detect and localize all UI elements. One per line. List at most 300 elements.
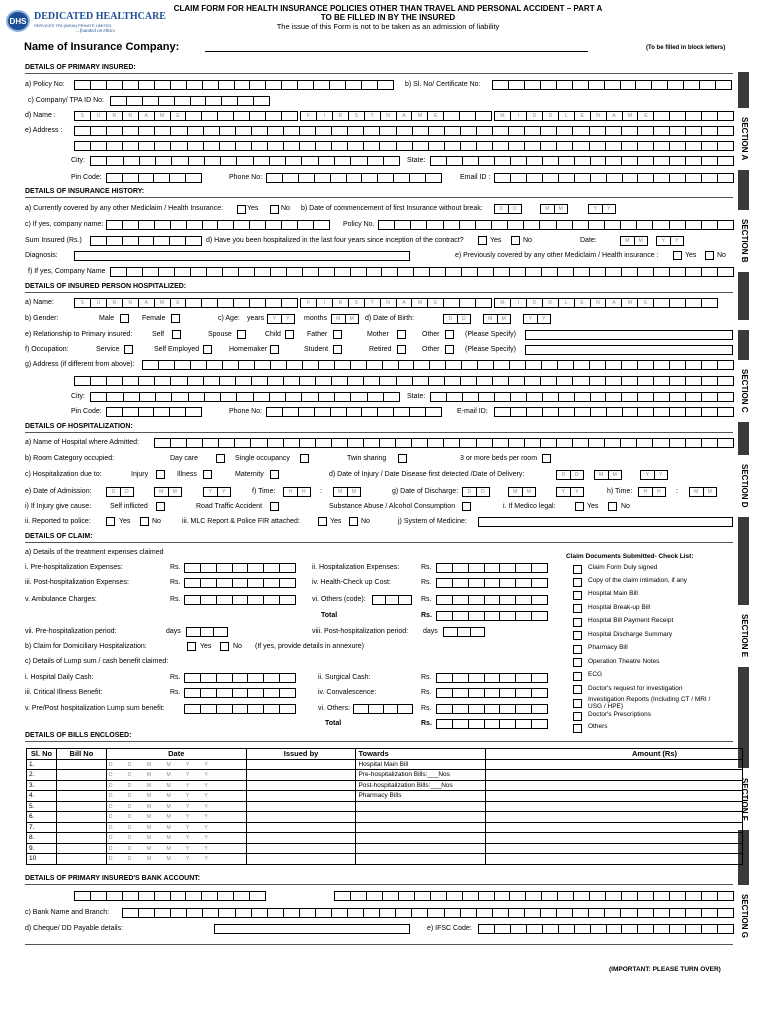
medico-no-label: No [621, 503, 630, 510]
issued-by-cell[interactable] [246, 822, 356, 833]
section-a-title: DETAILS OF PRIMARY INSURED: [25, 64, 136, 71]
patient-phone-input[interactable] [266, 407, 442, 417]
date-cell[interactable]: D D M M Y Y [106, 833, 246, 844]
discharge-dd[interactable]: D D [462, 487, 490, 497]
checklist-item: ECG [588, 671, 603, 678]
company-name-label: c) If yes, company name: [25, 221, 104, 228]
towards-cell [356, 801, 486, 812]
bill-no-cell[interactable] [56, 801, 106, 812]
health-check-amount[interactable] [436, 578, 548, 588]
others-lump-amount[interactable] [436, 704, 548, 714]
domiciliary-yes-checkbox[interactable] [187, 642, 196, 651]
section-label-f: SECTION F [735, 768, 753, 830]
middle-name-input[interactable]: M I D D L E N A M E [494, 111, 734, 121]
patient-surname-input[interactable]: S U R N A M E [74, 298, 298, 308]
room-3beds-label: 3 or more beds per room [460, 455, 538, 462]
admission-yy[interactable]: Y Y [203, 487, 231, 497]
hospital-name-input[interactable] [154, 438, 734, 448]
checklist-checkbox[interactable] [573, 658, 582, 667]
total-amount[interactable] [436, 611, 548, 621]
logo-tagline: ...founded on ethics [76, 29, 116, 34]
pre-hosp-label: i. Pre-hospitalization Expenses: [25, 564, 123, 571]
rs-label: Rs. [170, 689, 181, 696]
sl-no-cell: 6. [27, 812, 57, 823]
male-label: Male [99, 315, 115, 322]
checklist-checkbox[interactable] [573, 712, 582, 721]
patient-name-label: a) Name: [25, 299, 54, 306]
issued-by-cell[interactable] [246, 854, 356, 865]
table-row [27, 822, 743, 833]
amount-cell[interactable] [486, 812, 743, 823]
surname-input[interactable]: S U R N A M E [74, 111, 298, 121]
bill-no-cell[interactable] [56, 759, 106, 770]
date-cell[interactable]: D D M M Y Y [106, 780, 246, 791]
rel-specify-input[interactable] [525, 330, 733, 340]
patient-state-label: State: [407, 393, 426, 400]
email-label: Email ID : [460, 174, 491, 181]
logo-badge: DHS [6, 10, 30, 32]
checklist-checkbox[interactable] [573, 578, 582, 587]
room-twin-checkbox[interactable] [398, 454, 407, 463]
issued-by-cell[interactable] [246, 833, 356, 844]
logo-subtitle: SERVICES TPA (INDIA) PRIVATE LIMITED [34, 23, 112, 28]
date-cell[interactable]: D D M M Y Y [106, 801, 246, 812]
checklist-checkbox[interactable] [573, 699, 582, 708]
pin-input[interactable] [106, 173, 202, 183]
discharge-hh[interactable]: H H [638, 487, 666, 497]
issued-by-cell[interactable] [246, 812, 356, 823]
cause-substance-label: Substance Abuse / Alcohol Consumption [329, 503, 456, 510]
admission-hh[interactable]: H H [283, 487, 311, 497]
occ-student-checkbox[interactable] [333, 345, 342, 354]
gender-label: b) Gender: [25, 315, 59, 322]
due-illness-label: Illness [177, 471, 197, 478]
divider [25, 884, 733, 885]
address-label: e) Address : [25, 127, 63, 134]
name-label: d) Name : [25, 112, 56, 119]
male-checkbox[interactable] [120, 314, 129, 323]
table-row [27, 759, 743, 770]
section-label-g: SECTION G [735, 885, 753, 947]
convalescence-label: iv. Convalescence: [318, 689, 377, 696]
sl-no-cell: 4. [27, 791, 57, 802]
rs-label: Rs. [421, 720, 432, 727]
amount-cell[interactable] [486, 822, 743, 833]
checklist-item: Doctor's Prescriptions [588, 711, 652, 718]
years-label: years [247, 315, 265, 322]
checklist-checkbox[interactable] [573, 631, 582, 640]
hospitalized-mm[interactable]: M M [620, 236, 648, 246]
cause-road-label: Road Traffic Accident [196, 503, 263, 510]
due-injury-checkbox[interactable] [156, 470, 165, 479]
checklist-item: Operation Theatre Notes [588, 658, 660, 665]
age-label: c) Age: [218, 315, 240, 322]
if-yes-company-input[interactable] [110, 267, 734, 277]
policy-number-input[interactable] [378, 220, 734, 230]
form-title: CLAIM FORM FOR HEALTH INSURANCE POLICIES OTHER THAN TRAVEL AND PERSONAL ACCIDENT – PART A TO BE FILLED IN BY THE INSURED [173, 4, 603, 22]
commencement-label: b) Date of commencement of first Insurance without break: [301, 205, 483, 212]
age-months-input[interactable]: M M [331, 314, 359, 324]
checklist-checkbox[interactable] [573, 618, 582, 627]
lump-total-amount[interactable] [436, 719, 548, 729]
hosp-amount[interactable] [436, 563, 548, 573]
rs-label: Rs. [421, 705, 432, 712]
issued-by-cell[interactable] [246, 780, 356, 791]
patient-address-line-1[interactable] [142, 360, 734, 370]
admission-dd[interactable]: D D [106, 487, 134, 497]
date-injury-dd[interactable]: D D [556, 470, 584, 480]
occ-homemaker-checkbox[interactable] [270, 345, 279, 354]
date-cell[interactable]: D D M M Y Y [106, 759, 246, 770]
address-line-2[interactable] [74, 141, 734, 151]
rs-label: Rs. [421, 596, 432, 603]
bill-no-cell[interactable] [56, 854, 106, 865]
daily-cash-amount[interactable] [184, 673, 296, 683]
rs-label: Rs. [421, 612, 432, 619]
mlc-no-label: No [361, 518, 370, 525]
surgical-amount[interactable] [436, 673, 548, 683]
sum-insured-input[interactable] [90, 236, 202, 246]
domiciliary-label: b) Claim for Domiciliary Hospitalization: [25, 643, 147, 650]
due-illness-checkbox[interactable] [203, 470, 212, 479]
checklist-checkbox[interactable] [573, 672, 582, 681]
col-header: Towards [356, 749, 486, 760]
amount-cell[interactable] [486, 791, 743, 802]
rs-label: Rs. [170, 564, 181, 571]
phone-input[interactable] [266, 173, 442, 183]
certificate-no-input[interactable] [492, 80, 732, 90]
previously-no-label: No [717, 252, 726, 259]
patient-email-input[interactable] [494, 407, 734, 417]
date-injury-mm[interactable]: M M [594, 470, 622, 480]
mlc-yes-checkbox[interactable] [318, 517, 327, 526]
ambulance-amount[interactable] [184, 595, 296, 605]
issued-by-cell[interactable] [246, 759, 356, 770]
patient-middle-name-input[interactable]: M I D D L E N A M E [494, 298, 718, 308]
patient-city-input[interactable] [90, 392, 400, 402]
email-input[interactable] [494, 173, 734, 183]
checklist-checkbox[interactable] [573, 604, 582, 613]
occ-retired-checkbox[interactable] [397, 345, 406, 354]
patient-pin-input[interactable] [106, 407, 202, 417]
rel-child-checkbox[interactable] [285, 330, 294, 339]
police-no-checkbox[interactable] [140, 517, 149, 526]
bank-account-input-2[interactable] [334, 891, 734, 901]
address-line-1[interactable] [74, 126, 734, 136]
bank-account-input-1[interactable] [74, 891, 266, 901]
time-separator: : [320, 488, 322, 495]
police-no-label: No [152, 518, 161, 525]
discharge-min[interactable]: M M [689, 487, 717, 497]
phone-label: Phone No: [229, 174, 263, 181]
pre-hosp-amount[interactable] [184, 563, 296, 573]
post-hosp-amount[interactable] [184, 578, 296, 588]
female-checkbox[interactable] [171, 314, 180, 323]
company-tpa-label: c) Company/ TPA ID No: [28, 97, 104, 104]
total-label: Total [321, 612, 338, 619]
towards-cell [356, 822, 486, 833]
pre-post-lump-label: v. Pre/Post hospitalization Lump sum benefit: [25, 705, 165, 712]
towards-cell [356, 843, 486, 854]
amount-cell[interactable] [486, 854, 743, 865]
state-input[interactable] [430, 156, 734, 166]
issued-by-cell[interactable] [246, 843, 356, 854]
police-yes-checkbox[interactable] [106, 517, 115, 526]
date-cell[interactable]: D D M M Y Y [106, 791, 246, 802]
medico-yes-label: Yes [587, 503, 599, 510]
others-lump-code[interactable] [353, 704, 413, 714]
post-period-days[interactable] [443, 627, 485, 637]
patient-city-label: City: [71, 393, 85, 400]
rs-label: Rs. [421, 579, 432, 586]
divider [25, 73, 733, 74]
policy-no-label: a) Policy No: [25, 81, 65, 88]
rel-specify-label: (Please Specify) [465, 331, 516, 338]
admission-label: e) Date of Admission: [25, 488, 92, 495]
room-day-care-checkbox[interactable] [216, 454, 225, 463]
sum-insured-label: Sum Insured (Rs.) [25, 237, 82, 244]
pin-label: Pin Code: [71, 174, 102, 181]
rel-father-label: Father [307, 331, 328, 338]
city-input[interactable] [90, 156, 400, 166]
bill-no-cell[interactable] [56, 822, 106, 833]
issued-by-cell[interactable] [246, 791, 356, 802]
amount-cell[interactable] [486, 801, 743, 812]
hospitalized-date-label: Date: [580, 237, 597, 244]
rs-label: Rs. [170, 596, 181, 603]
divider [25, 292, 733, 293]
system-medicine-input[interactable] [478, 517, 733, 527]
treatment-label: a) Details of the treatment expenses claimed [25, 549, 164, 556]
others-code-label: vi. Others (code): [312, 596, 366, 603]
lump-sum-label: c) Details of Lump sum / cash benefit claimed: [25, 658, 169, 665]
commencement-mm[interactable]: M M [540, 204, 568, 214]
due-maternity-label: Maternity [235, 471, 264, 478]
date-cell[interactable]: D D M M Y Y [106, 822, 246, 833]
bill-no-cell[interactable] [56, 812, 106, 823]
amount-cell[interactable] [486, 833, 743, 844]
diagnosis-label: Diagnosis: [25, 252, 58, 259]
previously-yes-checkbox[interactable] [673, 251, 682, 260]
domiciliary-no-checkbox[interactable] [220, 642, 229, 651]
previously-no-checkbox[interactable] [705, 251, 714, 260]
sl-no-cell: 9. [27, 843, 57, 854]
insurance-company-field[interactable] [205, 51, 588, 52]
rs-label: Rs. [421, 689, 432, 696]
others-amount[interactable] [436, 595, 548, 605]
patient-first-name-input[interactable]: F I R S T N A M E [300, 298, 492, 308]
cause-substance-checkbox[interactable] [462, 502, 471, 511]
cause-road-checkbox[interactable] [270, 502, 279, 511]
checklist-checkbox[interactable] [573, 565, 582, 574]
logo-name: DEDICATED HEALTHCARE [34, 11, 166, 22]
table-row [27, 843, 743, 854]
due-maternity-checkbox[interactable] [270, 470, 279, 479]
rel-self-checkbox[interactable] [172, 330, 181, 339]
amount-cell[interactable] [486, 843, 743, 854]
date-cell[interactable]: D D M M Y Y [106, 854, 246, 865]
policy-no-input[interactable] [74, 80, 394, 90]
first-name-input[interactable]: F I R S T N A M E [300, 111, 492, 121]
sl-no-cell: 5. [27, 801, 57, 812]
company-name-input[interactable] [106, 220, 330, 230]
patient-address-line-2[interactable] [74, 376, 734, 386]
patient-pin-label: Pin Code: [71, 408, 102, 415]
pre-post-lump-amount[interactable] [184, 704, 296, 714]
table-row [27, 801, 743, 812]
issued-by-cell[interactable] [246, 801, 356, 812]
checklist-item: Hospital Bill Payment Receipt [588, 617, 674, 624]
occ-specify-label: (Please Specify) [465, 346, 516, 353]
covered-yes-checkbox[interactable] [237, 205, 246, 214]
hospitalized-label: d) Have you been hospitalized in the last four years since inception of the contract? [206, 237, 464, 244]
medico-yes-checkbox[interactable] [575, 502, 584, 511]
date-cell[interactable]: D D M M Y Y [106, 770, 246, 781]
city-label: City: [71, 157, 85, 164]
rel-mother-checkbox[interactable] [397, 330, 406, 339]
discharge-yy[interactable]: Y Y [556, 487, 584, 497]
towards-cell: Pharmacy Bills [356, 791, 486, 802]
towards-cell [356, 833, 486, 844]
occ-service-checkbox[interactable] [124, 345, 133, 354]
room-single-label: Single occupancy [235, 455, 290, 462]
bill-no-cell[interactable] [56, 780, 106, 791]
section-label-c: SECTION C [735, 360, 753, 422]
checklist-item: Hospital Main Bill [588, 590, 638, 597]
checklist-item: Pharmacy Bill [588, 644, 628, 651]
section-label-d: SECTION D [735, 455, 753, 517]
covered-no-checkbox[interactable] [270, 205, 279, 214]
room-single-checkbox[interactable] [300, 454, 309, 463]
occ-homemaker-label: Homemaker [229, 346, 268, 353]
medico-no-checkbox[interactable] [608, 502, 617, 511]
section-d-title: DETAILS OF HOSPITALIZATION: [25, 423, 133, 430]
date-cell[interactable]: D D M M Y Y [106, 843, 246, 854]
occ-student-label: Student [304, 346, 329, 353]
hospitalized-no-checkbox[interactable] [511, 236, 520, 245]
time-separator: : [676, 488, 678, 495]
others-code-input[interactable] [372, 595, 412, 605]
bill-no-cell[interactable] [56, 833, 106, 844]
lump-total-label: Total [325, 720, 342, 727]
due-to-label: c) Hospitalization due to: [25, 471, 102, 478]
section-label-b: SECTION B [735, 210, 753, 272]
amount-cell[interactable] [486, 770, 743, 781]
previously-covered-label: e) Previously covered by any other Mediclaim / Health insurance : [455, 252, 659, 259]
ifsc-input[interactable] [478, 924, 734, 934]
towards-cell: Post-hospitalization Bills:___Nos [356, 780, 486, 791]
divider [25, 741, 733, 742]
due-injury-label: Injury [131, 471, 149, 478]
dob-label: d) Date of Birth: [365, 315, 415, 322]
occ-self-employed-checkbox[interactable] [203, 345, 212, 354]
checklist-item: Copy of the claim intimation, if any [588, 577, 687, 584]
checklist-checkbox[interactable] [573, 685, 582, 694]
rel-spouse-checkbox[interactable] [237, 330, 246, 339]
cause-self-checkbox[interactable] [156, 502, 165, 511]
pre-period-days[interactable] [186, 627, 228, 637]
date-injury-yy[interactable]: Y Y [640, 470, 668, 480]
domiciliary-no-label: No [233, 643, 242, 650]
annexure-note: (If yes, provide details in annexure) [255, 643, 364, 650]
commencement-yy[interactable]: Y Y [588, 204, 616, 214]
checklist-checkbox[interactable] [573, 591, 582, 600]
days-label: days [166, 628, 181, 635]
towards-cell [356, 812, 486, 823]
section-e-title: DETAILS OF CLAIM: [25, 533, 93, 540]
dob-yy[interactable]: Y Y [523, 314, 551, 324]
admission-min[interactable]: M M [333, 487, 361, 497]
discharge-time-label: h) Time: [607, 488, 633, 495]
critical-amount[interactable] [184, 688, 296, 698]
company-tpa-input[interactable] [110, 96, 270, 106]
bank-name-input[interactable] [122, 908, 734, 918]
hospitalized-yy[interactable]: Y Y [656, 236, 684, 246]
table-row [27, 833, 743, 844]
section-label-a: SECTION A [735, 108, 753, 170]
dob-dd[interactable]: D D [443, 314, 471, 324]
checklist-item: Investigation Reports (Including CT / MRI / USG / HPE) [588, 696, 711, 710]
table-header-row [27, 749, 743, 760]
hospitalized-yes-checkbox[interactable] [478, 236, 487, 245]
room-3beds-checkbox[interactable] [542, 454, 551, 463]
mlc-no-checkbox[interactable] [349, 517, 358, 526]
bill-no-cell[interactable] [56, 791, 106, 802]
convalescence-amount[interactable] [436, 688, 548, 698]
discharge-mm[interactable]: M M [508, 487, 536, 497]
room-day-care-label: Day care [170, 455, 199, 462]
dob-mm[interactable]: M M [483, 314, 511, 324]
age-years-input[interactable]: Y Y [267, 314, 295, 324]
relationship-label: e) Relationship to Primary insured: [25, 331, 133, 338]
cheque-input[interactable] [214, 924, 410, 934]
issued-by-cell[interactable] [246, 770, 356, 781]
others-lump-label: vi. Others: [318, 705, 350, 712]
cheque-label: d) Cheque/ DD Payable details: [25, 925, 124, 932]
diagnosis-input[interactable] [74, 251, 410, 261]
sl-no-cell: 7. [27, 822, 57, 833]
mlc-label: iii. MLC Report & Police FIR attached: [182, 518, 300, 525]
days-label: days [423, 628, 438, 635]
rel-father-checkbox[interactable] [333, 330, 342, 339]
rs-label: Rs. [170, 579, 181, 586]
occ-other-label: Other [422, 346, 440, 353]
patient-state-input[interactable] [430, 392, 734, 402]
occ-other-checkbox[interactable] [445, 345, 454, 354]
amount-cell[interactable] [486, 780, 743, 791]
domiciliary-yes-label: Yes [200, 643, 212, 650]
col-header: Issued by [246, 749, 356, 760]
rel-other-checkbox[interactable] [445, 330, 454, 339]
admission-mm[interactable]: M M [154, 487, 182, 497]
bill-no-cell[interactable] [56, 843, 106, 854]
commencement-dd[interactable]: D D [494, 204, 522, 214]
hospital-name-label: a) Name of Hospital where Admitted: [25, 439, 139, 446]
occ-specify-input[interactable] [525, 345, 733, 355]
discharge-label: g) Date of Discharge: [392, 488, 459, 495]
patient-address-label: g) Address (if different from above): [25, 361, 135, 368]
table-row [27, 854, 743, 865]
checklist-checkbox[interactable] [573, 645, 582, 654]
checklist-checkbox[interactable] [573, 724, 582, 733]
rel-child-label: Child [265, 331, 281, 338]
bill-no-cell[interactable] [56, 770, 106, 781]
rel-other-label: Other [422, 331, 440, 338]
amount-cell[interactable] [486, 759, 743, 770]
months-label: months [304, 315, 327, 322]
date-cell[interactable]: D D M M Y Y [106, 812, 246, 823]
divider [25, 197, 733, 198]
